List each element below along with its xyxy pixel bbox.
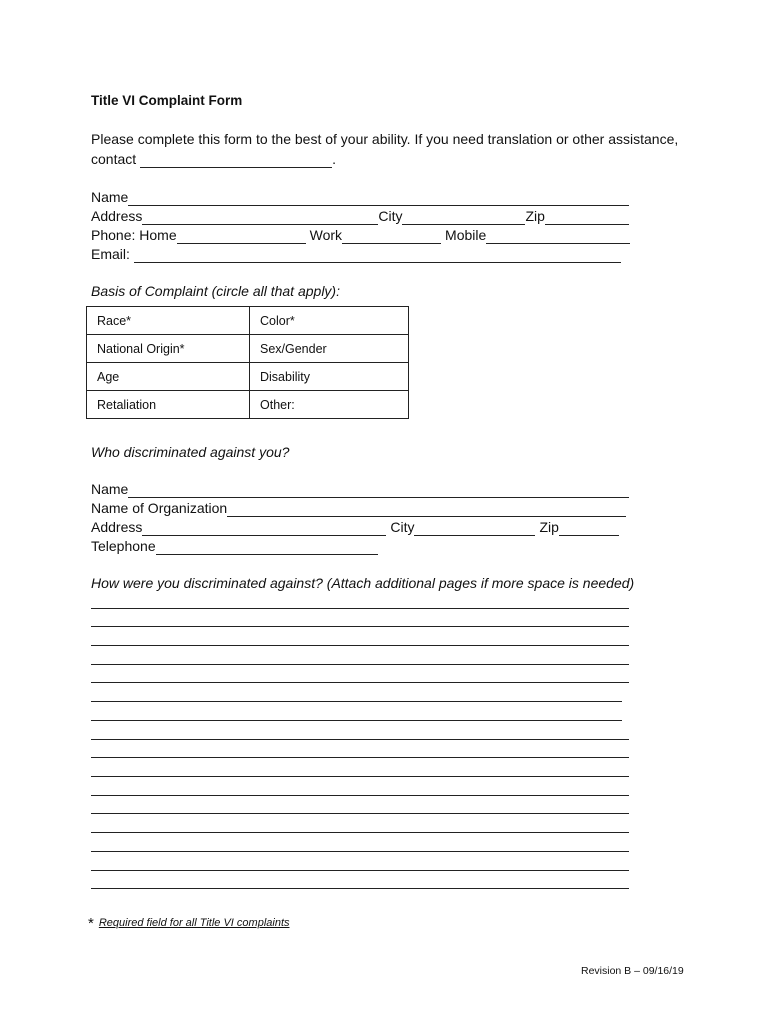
basis-option-retaliation[interactable]: Retaliation — [87, 391, 250, 419]
respondent-zip-field[interactable] — [559, 521, 619, 536]
basis-row — [87, 335, 409, 363]
complainant-name-field[interactable] — [128, 191, 629, 206]
narrative-line[interactable] — [91, 608, 629, 609]
complainant-name-label: Name — [91, 189, 129, 205]
footnote-asterisk: * — [88, 915, 94, 932]
respondent-city-field[interactable] — [414, 521, 535, 536]
complainant-address-label: Address — [91, 208, 143, 224]
respondent-city-label: City — [390, 519, 415, 535]
narrative-line[interactable] — [91, 851, 629, 852]
narrative-line[interactable] — [91, 720, 622, 721]
intro-contact-row — [91, 149, 336, 168]
respondent-name-row — [91, 479, 629, 498]
narrative-line[interactable] — [91, 701, 622, 702]
phone-work-field[interactable] — [342, 229, 441, 244]
phone-home-field[interactable] — [177, 229, 306, 244]
respondent-telephone-label: Telephone — [91, 538, 156, 554]
respondent-org-row — [91, 498, 626, 517]
narrative-line[interactable] — [91, 888, 629, 889]
narrative-line[interactable] — [91, 645, 629, 646]
respondent-name-label: Name — [91, 481, 129, 497]
respondent-org-label: Name of Organization — [91, 500, 228, 516]
respondent-heading: Who discriminated against you? — [91, 444, 290, 460]
basis-row — [87, 307, 409, 335]
phone-work-label: Work — [309, 227, 343, 243]
basis-option-color[interactable]: Color* — [250, 307, 409, 335]
narrative-line[interactable] — [91, 870, 629, 871]
complainant-city-label: City — [378, 208, 403, 224]
narrative-line[interactable] — [91, 757, 629, 758]
narrative-line[interactable] — [91, 682, 629, 683]
complainant-email-row — [91, 244, 621, 263]
complainant-address-row — [91, 206, 629, 225]
basis-option-national-origin[interactable]: National Origin* — [87, 335, 250, 363]
respondent-address-label: Address — [91, 519, 143, 535]
narrative-line[interactable] — [91, 626, 629, 627]
complainant-city-field[interactable] — [402, 210, 525, 225]
basis-heading: Basis of Complaint (circle all that apply): — [91, 283, 340, 299]
intro-period: . — [332, 151, 337, 167]
phone-home-label: Phone: Home — [91, 227, 177, 243]
basis-table — [86, 306, 409, 419]
basis-option-age[interactable]: Age — [87, 363, 250, 391]
revision-label: Revision B – 09/16/19 — [581, 965, 684, 977]
email-label: Email: — [91, 246, 130, 262]
phone-mobile-label: Mobile — [445, 227, 487, 243]
footnote-text: Required field for all Title VI complaints — [98, 917, 290, 929]
basis-row — [87, 363, 409, 391]
narrative-line[interactable] — [91, 664, 629, 665]
narrative-line[interactable] — [91, 813, 629, 814]
complainant-name-row — [91, 187, 629, 206]
narrative-line[interactable] — [91, 776, 629, 777]
complainant-address-field[interactable] — [142, 210, 378, 225]
basis-row — [87, 391, 409, 419]
respondent-zip-label: Zip — [539, 519, 559, 535]
intro-line-1: Please complete this form to the best of your ability. If you need translation or other assistance, — [91, 131, 679, 147]
complainant-zip-label: Zip — [525, 208, 545, 224]
respondent-name-field[interactable] — [128, 483, 629, 498]
form-title: Title VI Complaint Form — [91, 93, 243, 108]
basis-option-other[interactable]: Other: — [250, 391, 409, 419]
basis-option-sex-gender[interactable]: Sex/Gender — [250, 335, 409, 363]
respondent-telephone-field[interactable] — [156, 540, 378, 555]
respondent-org-field[interactable] — [227, 502, 626, 517]
email-field[interactable] — [134, 248, 621, 263]
intro-contact-label: contact — [91, 151, 137, 167]
footnote — [88, 913, 290, 930]
phone-mobile-field[interactable] — [486, 229, 630, 244]
narrative-line[interactable] — [91, 832, 629, 833]
contact-field[interactable] — [140, 153, 332, 168]
complainant-zip-field[interactable] — [545, 210, 629, 225]
basis-option-race[interactable]: Race* — [87, 307, 250, 335]
respondent-address-row — [91, 517, 619, 536]
complainant-phone-row — [91, 225, 630, 244]
narrative-line[interactable] — [91, 795, 629, 796]
respondent-telephone-row — [91, 536, 378, 555]
narrative-line[interactable] — [91, 739, 629, 740]
respondent-address-field[interactable] — [142, 521, 386, 536]
narrative-heading: How were you discriminated against? (Attach additional pages if more space is needed) — [91, 575, 635, 591]
basis-option-disability[interactable]: Disability — [250, 363, 409, 391]
